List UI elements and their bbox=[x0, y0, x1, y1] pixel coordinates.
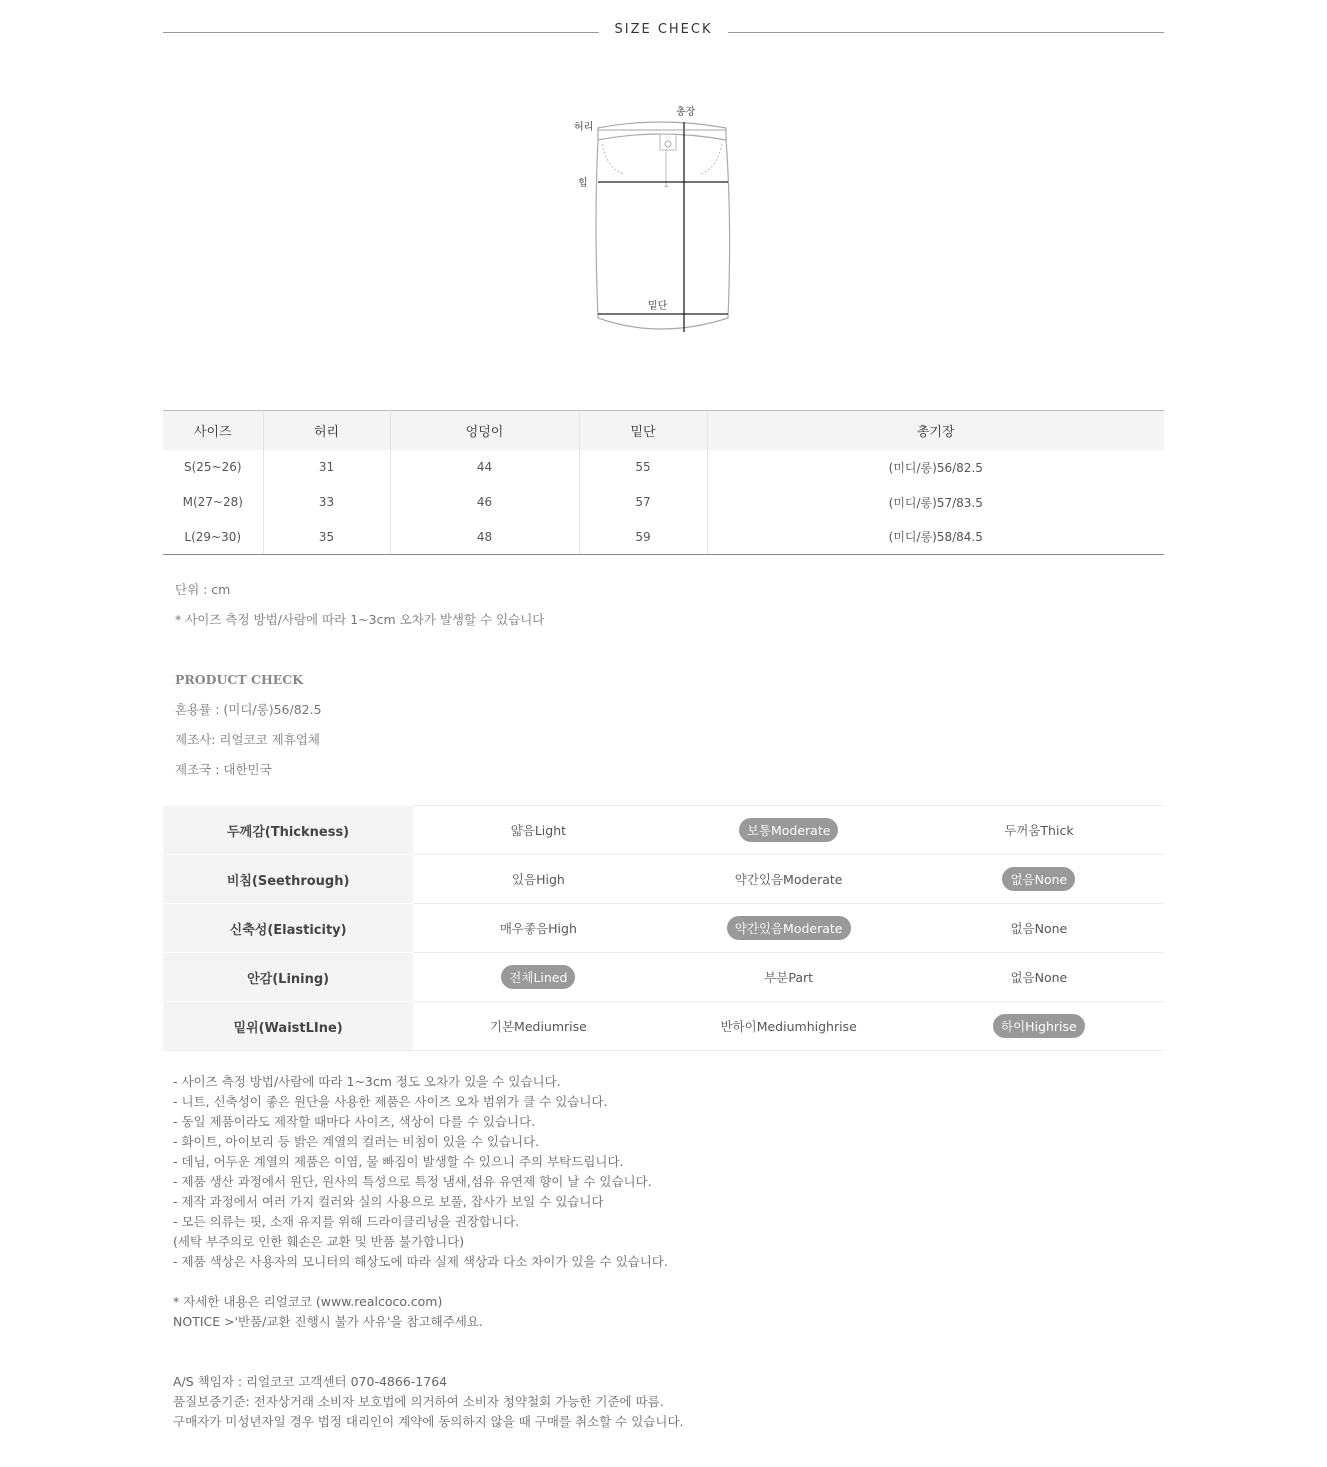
table-row bbox=[163, 450, 1164, 485]
attribute-row bbox=[163, 806, 1164, 855]
attribute-option-cell bbox=[914, 855, 1164, 904]
attribute-option-cell bbox=[914, 904, 1164, 953]
cell-hip: 46 bbox=[390, 485, 579, 520]
attribute-option-cell bbox=[664, 953, 914, 1002]
notice-note: NOTICE >'반품/교환 진행시 불가 사유'을 참고해주세요. bbox=[173, 1314, 483, 1329]
attribute-label: 안감(Lining) bbox=[163, 953, 413, 1002]
attribute-option-cell bbox=[914, 1002, 1164, 1051]
attribute-option: 두꺼움Thick bbox=[1004, 823, 1074, 838]
attribute-option-cell bbox=[413, 806, 663, 855]
table-row bbox=[163, 485, 1164, 520]
quality-standard: 품질보증기준: 전자상거래 소비자 보호법에 의거하여 소비자 청약철회 가능한 기준에 따름. bbox=[173, 1394, 664, 1409]
size-table-header bbox=[163, 411, 1164, 450]
attribute-option: 매우좋음High bbox=[499, 921, 577, 936]
attribute-option-cell bbox=[664, 904, 914, 953]
blend-info: 혼용률 : (미디/롱)56/82.5 bbox=[175, 702, 322, 717]
divider-left bbox=[163, 32, 599, 33]
col-size: 사이즈 bbox=[163, 411, 263, 450]
table-row bbox=[163, 520, 1164, 555]
col-waist: 허리 bbox=[263, 411, 390, 450]
disclaimer-line: - 니트, 신축성이 좋은 원단을 사용한 제품은 사이즈 오차 범위가 클 수 있습니다. bbox=[173, 1094, 608, 1109]
size-table bbox=[163, 410, 1164, 555]
section-title: SIZE CHECK bbox=[614, 22, 713, 37]
cell-length: (미디/롱)58/84.5 bbox=[707, 520, 1164, 555]
attribute-option-cell bbox=[664, 855, 914, 904]
cell-size: S(25~26) bbox=[163, 450, 263, 485]
cell-hip: 48 bbox=[390, 520, 579, 555]
attribute-option-selected: 약간있음Moderate bbox=[727, 916, 851, 940]
attribute-option-cell bbox=[914, 806, 1164, 855]
attribute-option-selected: 하이Highrise bbox=[993, 1014, 1085, 1038]
label-hip: 힙 bbox=[578, 178, 588, 189]
maker-info: 제조사: 리얼코코 제휴업체 bbox=[175, 732, 320, 747]
cell-size: M(27~28) bbox=[163, 485, 263, 520]
disclaimer-line: - 제품 생산 과정에서 원단, 원사의 특성으로 특정 냄새,섬유 유연제 향이 날 수 있습니다. bbox=[173, 1174, 652, 1189]
attribute-option-cell bbox=[664, 1002, 914, 1051]
attribute-option: 없음None bbox=[1010, 921, 1068, 936]
cell-hip: 44 bbox=[390, 450, 579, 485]
disclaimer-line: - 제작 과정에서 여러 가지 컬러와 실의 사용으로 보풀, 잡사가 보일 수 있습니다 bbox=[173, 1194, 604, 1209]
attribute-label: 신축성(Elasticity) bbox=[163, 904, 413, 953]
divider-right bbox=[728, 32, 1164, 33]
disclaimer-list bbox=[173, 1072, 684, 1272]
cell-hem: 59 bbox=[579, 520, 707, 555]
product-check-title: PRODUCT CHECK bbox=[175, 672, 304, 687]
tolerance-note: * 사이즈 측정 방법/사람에 따라 1~3cm 오차가 발생할 수 있습니다 bbox=[175, 612, 545, 627]
attribute-row bbox=[163, 904, 1164, 953]
country-info: 제조국 : 대한민국 bbox=[175, 762, 272, 777]
disclaimer-line: - 동일 제품이라도 제작할 때마다 사이즈, 색상이 다를 수 있습니다. bbox=[173, 1114, 536, 1129]
disclaimer-line: - 모든 의류는 핏, 소재 유지를 위해 드라이클리닝을 권장합니다. bbox=[173, 1214, 520, 1229]
attribute-option: 얇음Light bbox=[510, 823, 567, 838]
cell-waist: 35 bbox=[263, 520, 390, 555]
attribute-option: 없음None bbox=[1010, 970, 1068, 985]
disclaimer-line: - 사이즈 측정 방법/사람에 따라 1~3cm 정도 오차가 있을 수 있습니다. bbox=[173, 1074, 561, 1089]
size-check-header bbox=[163, 20, 1164, 44]
cell-waist: 33 bbox=[263, 485, 390, 520]
cell-length: (미디/롱)57/83.5 bbox=[888, 495, 983, 510]
attribute-label: 두께감(Thickness) bbox=[163, 806, 413, 855]
attribute-option-cell bbox=[664, 806, 914, 855]
disclaimer-line: (세탁 부주의로 인한 훼손은 교환 및 반품 불가합니다) bbox=[173, 1234, 465, 1249]
attribute-option-cell bbox=[413, 1002, 663, 1051]
label-waist: 허리 bbox=[574, 122, 594, 133]
minor-purchase-note: 구매자가 미성년자일 경우 법정 대리인이 계약에 동의하지 않을 때 구매를 취소할 수 있습니다. bbox=[173, 1414, 684, 1429]
attribute-option-cell bbox=[413, 904, 663, 953]
attribute-option-cell bbox=[413, 855, 663, 904]
disclaimer-line: - 화이트, 아이보리 등 밝은 계열의 컬러는 비침이 있을 수 있습니다. bbox=[173, 1134, 540, 1149]
cell-hem: 55 bbox=[579, 450, 707, 485]
cell-waist: 31 bbox=[263, 450, 390, 485]
cell-size: L(29~30) bbox=[163, 520, 263, 555]
attribute-option-selected: 전체Lined bbox=[501, 965, 575, 989]
attribute-label: 비침(Seethrough) bbox=[163, 855, 413, 904]
label-hem: 밑단 bbox=[648, 301, 668, 312]
disclaimer bbox=[173, 1072, 684, 1432]
disclaimer-line: - 데님, 어두운 계열의 제품은 이염, 물 빠짐이 발생할 수 있으니 주의 부탁드립니다. bbox=[173, 1154, 624, 1169]
disclaimer-line: - 제품 색상은 사용자의 모니터의 해상도에 따라 실제 색상과 다소 차이가 있을 수 있습니다. bbox=[173, 1254, 668, 1269]
cell-hem: 57 bbox=[579, 485, 707, 520]
as-contact: A/S 책임자 : 리얼코코 고객센터 070-4866-1764 bbox=[173, 1374, 448, 1389]
col-hem: 밑단 bbox=[579, 411, 707, 450]
attribute-row bbox=[163, 855, 1164, 904]
attribute-option: 기본Mediumrise bbox=[489, 1019, 587, 1034]
col-length: 총기장 bbox=[916, 424, 955, 440]
attribute-option: 부분Part bbox=[764, 970, 814, 985]
attribute-option-cell bbox=[413, 953, 663, 1002]
attribute-option: 반하이Mediumhighrise bbox=[720, 1019, 857, 1034]
unit-note: 단위 : cm bbox=[175, 582, 231, 597]
attribute-option: 있음High bbox=[511, 872, 565, 887]
attribute-option-selected: 없음None bbox=[1002, 867, 1075, 891]
cell-length: (미디/롱)56/82.5 bbox=[888, 460, 983, 475]
attribute-table bbox=[163, 805, 1164, 1051]
attribute-option-selected: 보통Moderate bbox=[739, 818, 839, 842]
attribute-row bbox=[163, 1002, 1164, 1051]
size-notes bbox=[175, 581, 544, 641]
detail-note: * 자세한 내용은 리얼코코 (www.realcoco.com) bbox=[173, 1294, 443, 1309]
label-length: 총장 bbox=[676, 107, 696, 118]
skirt-illustration bbox=[560, 100, 760, 340]
attribute-row bbox=[163, 953, 1164, 1002]
attribute-option: 약간있음Moderate bbox=[734, 872, 843, 887]
skirt-diagram bbox=[560, 100, 760, 340]
attribute-label: 밑위(WaistLIne) bbox=[163, 1002, 413, 1051]
attribute-option-cell bbox=[914, 953, 1164, 1002]
product-check bbox=[175, 671, 322, 791]
col-hip: 엉덩이 bbox=[390, 411, 579, 450]
